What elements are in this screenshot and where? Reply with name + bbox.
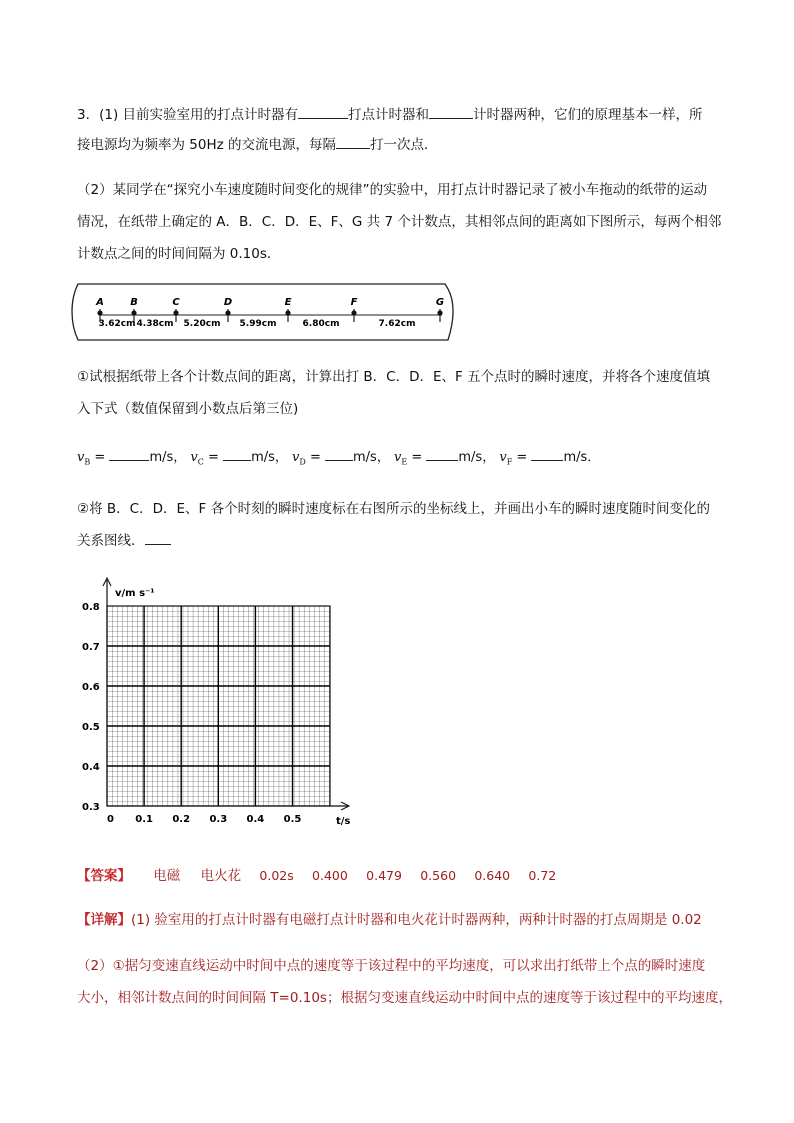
answer-value: 电磁 [153,868,181,884]
answer-value: 0.560 [420,868,457,883]
q1-line1: 3．(1) 目前实验室用的打点计时器有 打点计时器和 计时器两种，它们的原理基本一样，所 [77,107,703,123]
tape-point-label: F [350,297,358,308]
tape-dot [173,310,178,315]
answer-blank-3[interactable] [336,135,370,149]
velocity-time-graph [78,574,363,829]
answer-blank-1[interactable] [298,105,348,119]
tape-dot [131,310,136,315]
detail-label: 【详解】 [77,912,131,928]
detail-line1: 【详解】(1) 验室用的打点计时器有电磁打点计时器和电火花计时器两种，两种计时器的打点周期是 0.02 [77,912,702,928]
graph-y-tick-label: 0.7 [82,642,100,653]
sub2-line1: ②将 B．C．D．E、F 各个时刻的瞬时速度标在右图所示的坐标线上，并画出小车的瞬时速度随时间变化的 [77,501,711,517]
sub2-line2: 关系图线． [77,529,171,549]
tape-dot [351,310,356,315]
tape-distance-label: 5.99cm [239,319,277,329]
vc-blank[interactable] [223,447,251,461]
tape-dot [285,310,290,315]
tape-point-label: G [435,297,445,308]
graph-x-tick-label: 0.2 [172,814,191,825]
sub1-line1: ①试根据纸带上各个计数点间的距离，计算出打 B．C．D．E、F 五个点时的瞬时速度，并将各个速度值填 [77,369,711,385]
graph-x-tick-label: 0.4 [246,814,265,825]
answer-value: 0.479 [366,868,402,883]
ve-blank[interactable] [426,447,458,461]
q2-line3: 计数点之间的时间间隔为 0.10s． [77,246,281,262]
graph-y-tick-label: 0.6 [82,682,100,693]
sub1-line2: 入下式（数值保留到小数点后第三位) [77,401,299,417]
tape-distance-label: 7.62cm [378,319,416,329]
q2-line1: （2）某同学在“探究小车速度随时间变化的规律”的实验中，用打点计时器记录了被小车拖动的纸带的运动 [77,182,708,198]
graph-y-tick-label: 0.4 [82,762,100,773]
paper-tape-figure [70,278,460,346]
vd-blank[interactable] [325,447,353,461]
tape-dot [437,310,442,315]
answer-value: 0.72 [528,868,557,883]
q2-line2: 情况，在纸带上确定的 A．B．C．D．E、F、G 共 7 个计数点，其相邻点间的距离如下图所示，每两个相邻 [77,214,722,230]
answer-value: 0.400 [312,868,348,883]
velocity-formula-line: $v_B = m/s$， $v_C = m/s$， $v_D = m/s$， $v_E = m/s$， $v_F = m/s$． [77,446,600,467]
tape-point-label: C [172,297,180,308]
graph-x-axis-label: t/s [336,816,351,827]
graph-x-tick-label: 0.1 [135,814,153,825]
tape-dot [225,310,230,315]
answer-label: 【答案】 [77,868,131,884]
graph-x-tick-label: 0.3 [209,814,228,825]
detail-line2: （2）①据匀变速直线运动中时间中点的速度等于该过程中的平均速度，可以求出打纸带上个点的瞬时速度 [77,958,706,974]
q1-line2: 接电源均为频率为 50Hz 的交流电源，每隔 打一次点． [77,137,438,153]
tape-distance-label: 5.20cm [183,319,221,329]
graph-x-tick-label: 0.5 [283,814,302,825]
graph-x-tick-label: 0 [107,814,114,825]
answer-blank-2[interactable] [429,105,473,119]
graph-y-tick-label: 0.8 [82,602,100,613]
answer-row [77,864,556,884]
graph-y-tick-label: 0.3 [82,802,100,813]
tape-point-label: D [223,297,233,308]
tape-point-label: B [130,297,138,308]
tape-point-label: A [96,297,104,308]
tape-dot [97,310,102,315]
vf-blank[interactable] [531,447,563,461]
graph-y-axis-label: v/m s⁻¹ [115,588,155,599]
answer-value: 0.02s [259,868,294,883]
answer-value: 0.640 [474,868,511,883]
answer-value: 电火花 [200,868,242,884]
detail-line3: 大小，相邻计数点间的时间间隔 T=0.10s；根据匀变速直线运动中时间中点的速度等于该过程中的平均速度， [77,990,732,1006]
graph-answer-blank[interactable] [145,531,171,545]
tape-distance-label: 6.80cm [302,319,340,329]
tape-point-label: E [284,297,292,308]
graph-y-tick-label: 0.5 [82,722,100,733]
tape-outline [72,284,453,340]
tape-distance-label: 3.62cm [98,319,136,329]
tape-distance-label: 4.38cm [136,319,174,329]
vb-blank[interactable] [109,447,149,461]
